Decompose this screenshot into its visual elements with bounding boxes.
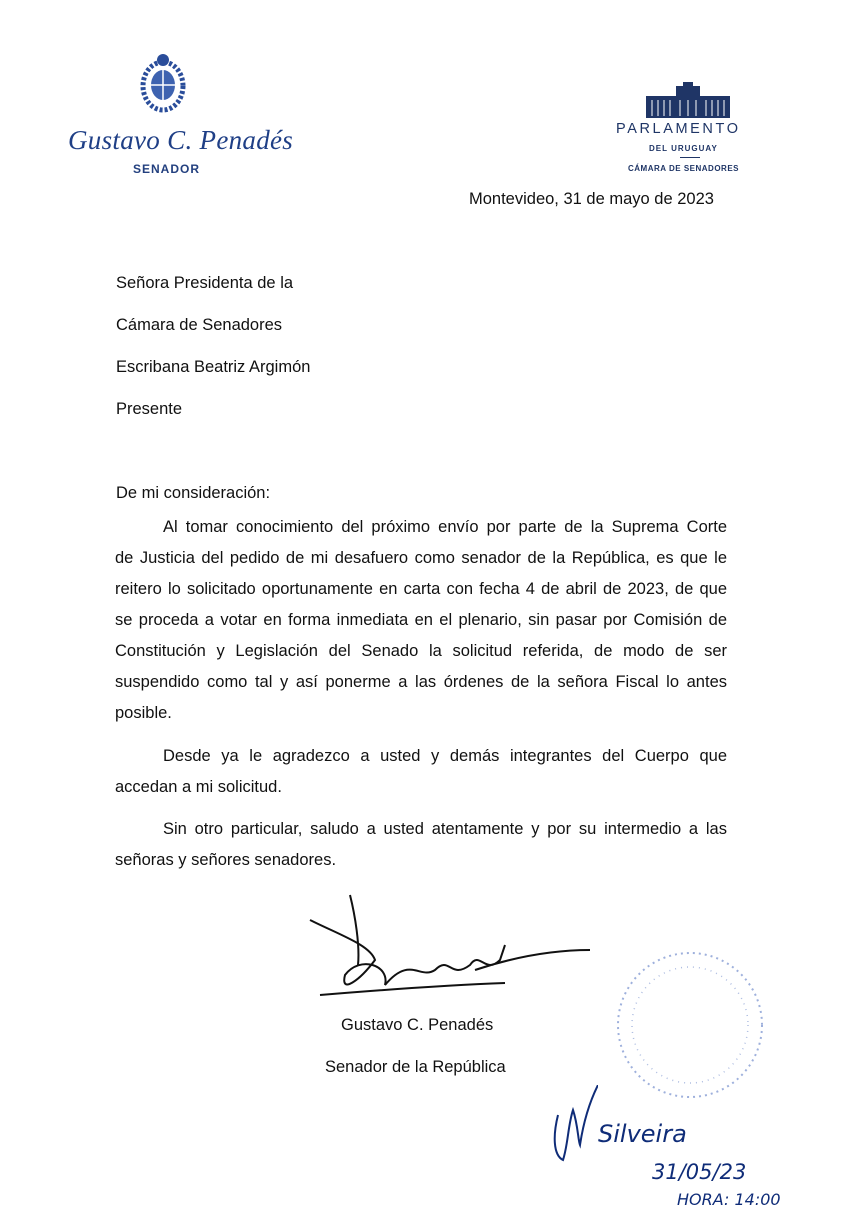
paragraph-line: reitero lo solicitado oportunamente en carta con fecha 4 de abril de 2023, de que xyxy=(115,580,727,598)
uruguay-coat-of-arms-icon xyxy=(140,52,186,114)
paragraph-line: Constitución y Legislación del Senado la solicitud referida, de modo de ser xyxy=(115,642,727,660)
paragraph-line: Desde ya le agradezco a usted y demás integrantes del Cuerpo que xyxy=(163,747,727,765)
paragraph-line: se proceda a votar en forma inmediata en el plenario, sin pasar por Comisión de xyxy=(115,611,727,629)
signatory-title: Senador de la República xyxy=(325,1058,506,1076)
paragraph-3 xyxy=(115,814,727,876)
recipient-line: Cámara de Senadores xyxy=(116,316,283,334)
paragraph-line: suspendido como tal y así ponerme a las órdenes de la señora Fiscal lo antes xyxy=(115,673,727,691)
greeting: De mi consideración: xyxy=(116,484,271,502)
paragraph-line: señoras y señores senadores. xyxy=(115,851,337,869)
recipient-line: Presente xyxy=(116,400,183,418)
letterhead-divider xyxy=(680,157,700,158)
paragraph-line: de Justicia del pedido de mi desafuero como senador de la República, es que le xyxy=(115,549,727,567)
paragraph-line: posible. xyxy=(115,704,172,722)
handwritten-initials xyxy=(548,1085,598,1165)
institution-name: PARLAMENTO xyxy=(616,121,741,137)
signatory-name: Gustavo C. Penadés xyxy=(341,1016,494,1034)
parliament-building-icon xyxy=(646,82,730,118)
receipt-date-handwritten: 31/05/23 xyxy=(652,1160,747,1184)
receipt-time-handwritten: HORA: 14:00 xyxy=(677,1190,781,1209)
handwritten-signature xyxy=(300,885,600,1015)
paragraph-line: accedan a mi solicitud. xyxy=(115,778,282,796)
receiver-name-handwritten: Silveira xyxy=(598,1120,687,1148)
paragraph-2 xyxy=(115,741,727,803)
paragraph-line: Al tomar conocimiento del próximo envío por parte de la Suprema Corte xyxy=(163,518,727,536)
paragraph-1 xyxy=(115,512,727,729)
recipient-line: Señora Presidenta de la xyxy=(116,274,294,292)
recipient-line: Escribana Beatriz Argimón xyxy=(116,358,311,376)
letterhead-sender-name: Gustavo C. Penadés xyxy=(68,125,294,155)
institution-subtitle: DEL URUGUAY xyxy=(649,144,718,153)
chamber-name: CÁMARA DE SENADORES xyxy=(628,164,739,173)
letterhead-sender-role: SENADOR xyxy=(133,162,201,176)
date-line: Montevideo, 31 de mayo de 2023 xyxy=(469,190,714,208)
paragraph-line: Sin otro particular, saludo a usted atentamente y por su intermedio a las xyxy=(163,820,727,838)
reception-stamp xyxy=(605,945,775,1105)
